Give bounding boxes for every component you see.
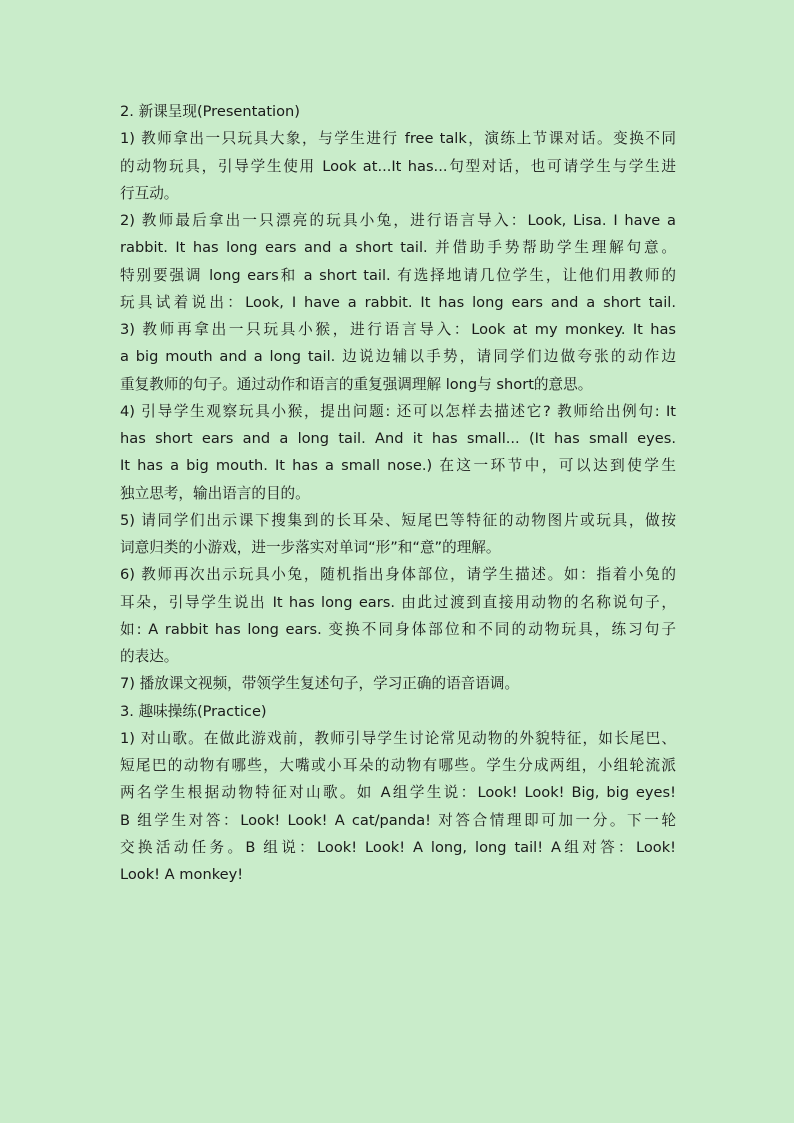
- text-line: 5) 请同学们出示课下搜集到的长耳朵、短尾巴等特征的动物图片或玩具，做按: [120, 511, 676, 529]
- text-line: 交换活动任务。B 组说：Look! Look! A long, long tail! A组对答：Look!: [120, 838, 676, 856]
- document-body: [120, 98, 676, 888]
- text-line: 6) 教师再次出示玩具小兔，随机指出身体部位，请学生描述。如：指着小兔的: [120, 566, 676, 584]
- text-line: a big mouth and a long tail. 边说边辅以手势，请同学们边做夸张的动作边: [120, 348, 676, 366]
- text-line: 3. 趣味操练(Practice): [120, 702, 267, 720]
- text-line: 2) 教师最后拿出一只漂亮的玩具小兔，进行语言导入：Look, Lisa. I have a: [120, 212, 676, 229]
- text-line: 1) 教师拿出一只玩具大象，与学生进行 free talk，演练上节课对话。变换不同: [120, 130, 676, 148]
- text-line: It has a big mouth. It has a small nose.) 在这一环节中，可以达到使学生: [120, 457, 676, 475]
- text-line: Look! A monkey!: [120, 866, 244, 883]
- text-line: 的动物玩具，引导学生使用 Look at...It has...句型对话，也可请学生与学生进: [120, 157, 676, 175]
- text-line: 两名学生根据动物特征对山歌。如 A组学生说：Look! Look! Big, big eyes!: [120, 784, 676, 802]
- text-line: 4) 引导学生观察玩具小猴，提出问题: 还可以怎样去描述它? 教师给出例句: It: [120, 402, 676, 420]
- text-line: 特别要强调 long ears和 a short tail. 有选择地请几位学生，让他们用教师的: [120, 266, 676, 284]
- text-line: 如: A rabbit has long ears. 变换不同身体部位和不同的动物玩具，练习句子: [120, 620, 676, 638]
- text-line: 词意归类的小游戏，进一步落实对单词“形”和“意”的理解。: [120, 539, 501, 556]
- text-line: 重复教师的句子。通过动作和语言的重复强调理解 long与 short的意思。: [120, 375, 593, 393]
- text-line: 行互动。: [120, 184, 179, 202]
- text-line: 1) 对山歌。在做此游戏前，教师引导学生讨论常见动物的外貌特征，如长尾巴、: [120, 729, 676, 747]
- text-line: B 组学生对答：Look! Look! A cat/panda! 对答合情理即可加一分。下一轮: [120, 811, 676, 829]
- text-line: 独立思考，输出语言的目的。: [120, 484, 310, 502]
- text-line: 2. 新课呈现(Presentation): [120, 103, 300, 120]
- text-line: 玩具试着说出：Look, I have a rabbit. It has long ears and a short tail.: [120, 293, 676, 311]
- text-line: 短尾巴的动物有哪些，大嘴或小耳朵的动物有哪些。学生分成两组，小组轮流派: [120, 757, 676, 774]
- text-line: has short ears and a long tail. And it has small... (It has small eyes.: [120, 430, 676, 447]
- text-line: 耳朵，引导学生说出 It has long ears. 由此过渡到直接用动物的名称说句子，: [120, 593, 676, 611]
- text-line: 7) 播放课文视频，带领学生复述句子，学习正确的语音语调。: [120, 675, 520, 693]
- text-line: 的表达。: [120, 648, 179, 665]
- text-line: rabbit. It has long ears and a short tail. 并借助手势帮助学生理解句意。: [120, 239, 676, 257]
- text-line: 3) 教师再拿出一只玩具小猴，进行语言导入：Look at my monkey. It has: [120, 321, 676, 338]
